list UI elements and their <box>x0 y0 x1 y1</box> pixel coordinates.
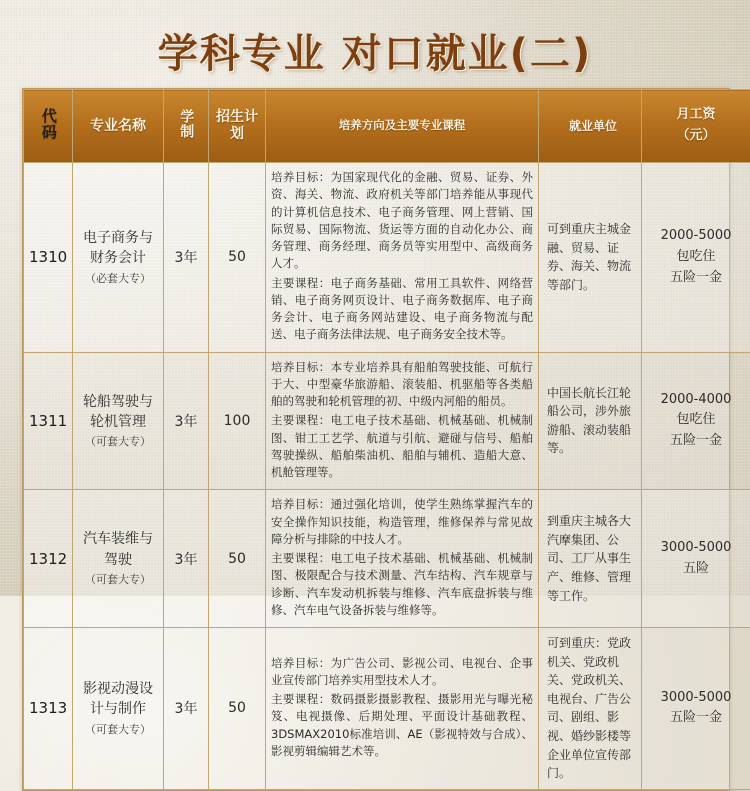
table-header-row <box>24 90 750 163</box>
cell-code: 1311 <box>24 352 73 490</box>
table-body <box>24 163 750 790</box>
column-header-years <box>164 90 209 163</box>
cell-course-subjects: 主要课程：数码摄影摄影教程、摄影用光与曝光秘笈、电视摄像、后期处理、平面设计基础教程、3DSMAX2010标准培训、AE（影视特效与合成）、影视剪辑编辑艺术等。 <box>271 691 533 760</box>
cell-major <box>73 628 164 790</box>
cell-course <box>266 628 539 790</box>
column-header-plan: 招生计划 <box>209 90 266 163</box>
cell-wage <box>642 163 750 353</box>
column-header-major: 专业名称 <box>73 90 164 163</box>
cell-plan: 50 <box>209 490 266 628</box>
cell-course <box>266 352 539 490</box>
page-title: 学科专业 对口就业(二) <box>0 22 750 79</box>
cell-wage-note1: 包吃住 <box>647 247 745 268</box>
programs-table <box>23 89 750 790</box>
cell-wage-range: 3000-5000 <box>647 688 745 709</box>
cell-years: 3年 <box>164 490 209 628</box>
cell-employer: 到重庆主城各大汽摩集团、公司、工厂从事生产、维修、管理等工作。 <box>539 490 642 628</box>
cell-code: 1312 <box>24 490 73 628</box>
cell-plan: 50 <box>209 163 266 353</box>
cell-major <box>73 490 164 628</box>
cell-course-goal: 培养目标：本专业培养具有船舶驾驶技能、可航行于大、中型豪华旅游船、滚装船、机驱船等各类船舶的驾驶和轮机管理的初、中级内河船的船员。 <box>271 359 533 411</box>
cell-course-goal: 培养目标：为广告公司、影视公司、电视台、企事业宣传部门培养实用型技术人才。 <box>271 655 533 690</box>
cell-wage <box>642 490 750 628</box>
column-header-wage-label: 月工资 <box>676 107 715 122</box>
cell-major-note: （必套大专） <box>78 271 158 287</box>
table-row <box>24 490 750 628</box>
cell-wage-note2: 五险一金 <box>647 431 745 452</box>
cell-plan: 50 <box>209 628 266 790</box>
cell-course <box>266 490 539 628</box>
cell-wage <box>642 628 750 790</box>
cell-major-name: 电子商务与财务会计 <box>83 230 153 266</box>
column-header-wage <box>642 90 750 163</box>
cell-wage-note1: 五险 <box>647 559 745 580</box>
column-header-wage-unit: （元） <box>644 126 748 147</box>
cell-years: 3年 <box>164 163 209 353</box>
cell-major <box>73 352 164 490</box>
cell-course <box>266 163 539 353</box>
column-header-code <box>24 90 73 163</box>
cell-code: 1310 <box>24 163 73 353</box>
cell-course-subjects: 主要课程：电工电子技术基础、机械基础、机械制图、钳工工艺学、航道与引航、避碰与信号、船舶驾驶操纵、船舶柴油机、船舶与辅机、造船大意、机舱管理等。 <box>271 412 533 481</box>
cell-major <box>73 163 164 353</box>
cell-course-goal: 培养目标：通过强化培训，使学生熟练掌握汽车的安全操作知识技能，构造管理，维修保养与常见故障分析与排除的中技人才。 <box>271 496 533 548</box>
cell-wage-range: 2000-5000 <box>647 226 745 247</box>
column-header-code-label: 代码 <box>39 108 57 140</box>
cell-years: 3年 <box>164 628 209 790</box>
table-row <box>24 352 750 490</box>
table-row <box>24 163 750 353</box>
table-header <box>24 90 750 163</box>
cell-major-note: （可套大专） <box>78 434 158 450</box>
cell-major-name: 轮船驾驶与轮机管理 <box>83 394 153 430</box>
cell-employer: 中国长航长江轮船公司，涉外旅游船、滚动装船等。 <box>539 352 642 490</box>
cell-wage-note1: 五险一金 <box>647 708 745 729</box>
cell-employer: 可到重庆：党政机关、党政机关、党政机关、电视台、广告公司、剧组、影视、婚纱影楼等企业单位宣传部门。 <box>539 628 642 790</box>
cell-major-name: 影视动漫设计与制作 <box>83 681 153 717</box>
cell-wage-range: 3000-5000 <box>647 538 745 559</box>
cell-course-goal: 培养目标：为国家现代化的金融、贸易、证券、外资、海关、物流、政府机关等部门培养能从事现代的计算机信息技术、电子商务管理、网上营销、国际贸易、国际物流、货运等方面的自动化办公、商务管理、商务经理、商务员等实用型中、高级商务人才。 <box>271 169 533 273</box>
cell-wage-note1: 包吃住 <box>647 410 745 431</box>
column-header-course: 培养方向及主要专业课程 <box>266 90 539 163</box>
cell-wage-range: 2000-4000 <box>647 390 745 411</box>
cell-course-subjects: 主要课程：电子商务基础、常用工具软件、网络营销、电子商务网页设计、电子商务数据库、电子商务会计、电子商务网站建设、电子商务物流与配送、电子商务法律法规、电子商务安全技术等。 <box>271 275 533 344</box>
cell-major-name: 汽车装维与驾驶 <box>83 531 153 567</box>
cell-course-subjects: 主要课程：电工电子技术基础、机械基础、机械制图、极限配合与技术测量、汽车结构、汽车规章与诊断、汽车发动机拆装与维修、汽车底盘拆装与维修、汽车电气设备拆装与维修等。 <box>271 550 533 619</box>
cell-years: 3年 <box>164 352 209 490</box>
programs-table-container <box>22 88 730 791</box>
cell-major-note: （可套大专） <box>78 572 158 588</box>
cell-wage-note2: 五险一金 <box>647 268 745 289</box>
column-header-employer: 就业单位 <box>539 90 642 163</box>
cell-plan: 100 <box>209 352 266 490</box>
cell-wage <box>642 352 750 490</box>
cell-code: 1313 <box>24 628 73 790</box>
table-row <box>24 628 750 790</box>
cell-major-note: （可套大专） <box>78 722 158 738</box>
cell-employer: 可到重庆主城金融、贸易、证券、海关、物流等部门。 <box>539 163 642 353</box>
column-header-years-label: 学制 <box>178 109 195 139</box>
